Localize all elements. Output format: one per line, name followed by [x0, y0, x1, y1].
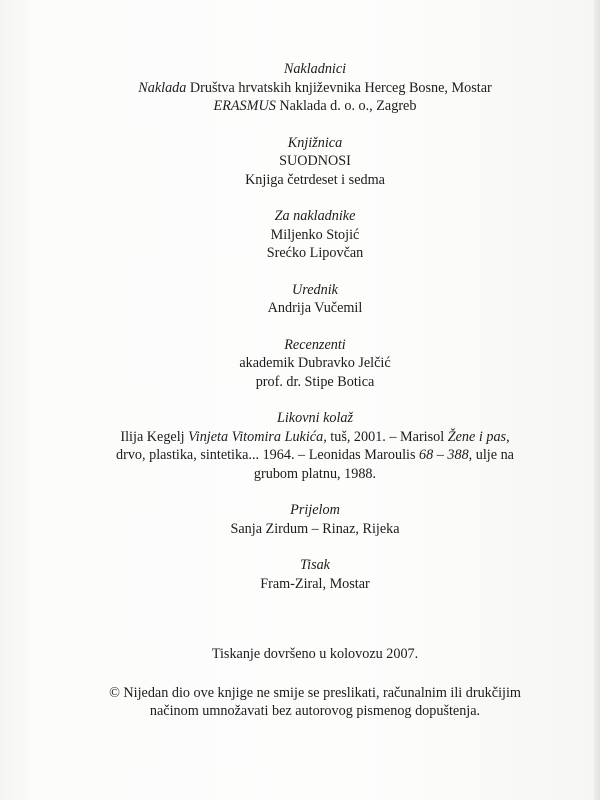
copyright-line-1: © Nijedan dio ove knjige ne smije se preslikati, računalnim ili drukčijim — [109, 684, 521, 701]
art-collage-l2-a: drvo, plastika, sintetika... 1964. – Leonidas Maroulis — [116, 447, 420, 463]
art-collage-l2-b: , ulje na — [468, 447, 514, 463]
reviewer-name-2: prof. dr. Stipe Botica — [255, 373, 375, 390]
publishers-heading: Nakladnici — [283, 61, 347, 77]
for-publishers-section — [96, 207, 534, 263]
art-collage-line-3: grubom platnu, 1988. — [253, 465, 377, 482]
publisher-line-2 — [96, 97, 534, 116]
print-text: Fram-Ziral, Mostar — [260, 575, 370, 592]
art-collage-l1-a: Ilija Kegelj — [120, 428, 189, 445]
reviewer-name-1: akademik Dubravko Jelčić — [239, 355, 391, 371]
for-publishers-name-1: Miljenko Stojić — [270, 226, 360, 243]
publisher-1-italic: Naklada — [138, 79, 187, 96]
art-collage-l1-italic2: Žene i pas — [447, 428, 507, 445]
print-finish-date: Tiskanje dovršeno u kolovozu 2007. — [211, 646, 419, 662]
editor-heading: Urednik — [292, 281, 338, 298]
library-book-number: Knjiga četrdeset i sedma — [245, 171, 385, 188]
layout-heading: Prijelom — [290, 502, 340, 518]
art-collage-line-1 — [96, 428, 534, 447]
print-section — [96, 556, 534, 593]
art-collage-l1-c: , — [506, 428, 510, 445]
art-collage-heading: Likovni kolaž — [276, 410, 354, 426]
colophon-content — [96, 60, 534, 721]
library-series: SUODNOSI — [279, 153, 351, 169]
publisher-2-italic: ERASMUS — [213, 98, 276, 114]
library-heading: Knjižnica — [287, 134, 343, 151]
art-collage-line-2 — [96, 446, 534, 465]
publisher-line-1 — [96, 79, 534, 98]
layout-section — [96, 501, 534, 538]
library-section — [96, 134, 534, 190]
copyright-line-2: načinom umnožavati bez autorovog pismenog dopuštenja. — [149, 703, 481, 719]
editor-section — [96, 281, 534, 318]
art-collage-l2-italic: 68 – 388 — [419, 447, 469, 463]
editor-name: Andrija Vučemil — [267, 300, 363, 316]
publisher-2-rest: Naklada d. o. o., Zagreb — [275, 98, 417, 114]
reviewers-section — [96, 336, 534, 392]
art-collage-section — [96, 409, 534, 483]
copyright-notice — [96, 684, 534, 721]
layout-text: Sanja Zirdum – Rinaz, Rijeka — [230, 520, 400, 537]
for-publishers-heading: Za nakladnike — [274, 208, 356, 224]
spacer — [96, 611, 534, 645]
page-edge-shadow — [594, 0, 600, 800]
publisher-1-rest: Društva hrvatskih književnika Herceg Bosne, Mostar — [186, 79, 492, 96]
art-collage-l1-italic: Vinjeta Vitomira Lukića — [188, 428, 324, 445]
reviewers-heading: Recenzenti — [284, 336, 346, 353]
art-collage-l1-b: , tuš, 2001. – Marisol — [323, 428, 448, 445]
print-heading: Tisak — [300, 557, 330, 573]
publishers-section — [96, 60, 534, 116]
for-publishers-name-2: Srećko Lipovčan — [266, 245, 364, 261]
